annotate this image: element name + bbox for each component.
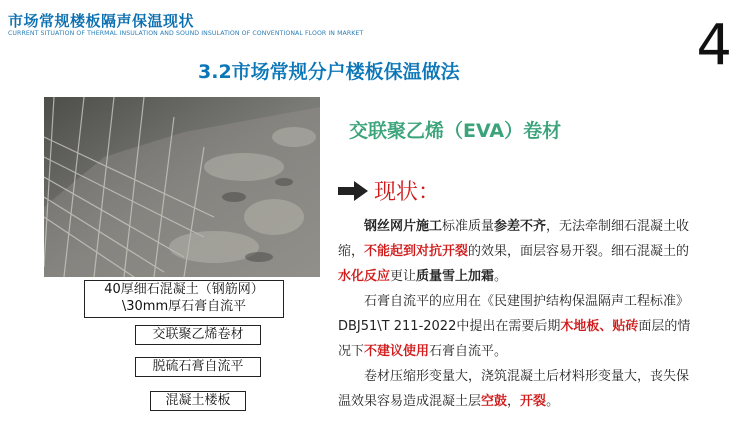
text: 更让 — [390, 269, 417, 284]
text: 。 — [494, 269, 508, 284]
layer-label-concrete-top — [84, 280, 284, 318]
text: 的效果，面层容易开裂。细石混凝土的 — [468, 244, 690, 259]
layer-label-line: \30mm厚石膏自流平 — [121, 299, 247, 314]
page-number: 4 — [696, 13, 732, 78]
text-highlight: 水化反应 — [338, 269, 391, 284]
status-heading — [338, 175, 440, 206]
text-highlight: 空鼓 — [481, 394, 508, 409]
layer-label-line: 脱硫石膏自流平 — [152, 359, 244, 374]
material-title: 交联聚乙烯（EVA）卷材 — [349, 120, 562, 142]
concrete-mesh-image — [44, 97, 320, 277]
text: 。 — [546, 394, 560, 409]
text-highlight: 木地板、贴砖 — [560, 319, 639, 334]
layer-label-gypsum — [135, 357, 261, 377]
status-label: 现状： — [374, 180, 441, 205]
layer-label-line: 40厚细石混凝土（钢筋网） — [104, 282, 264, 297]
text: 石膏自流平的应用在《民建围护结构保温隔声工程标准》DBJ51\T 211-2022中提出在需要后期 — [338, 294, 690, 334]
section-title: 3.2市场常规分户楼板保温做法 — [198, 61, 460, 83]
paragraph-gypsum — [338, 289, 698, 364]
text: ， — [507, 394, 521, 409]
text-bold: 质量雪上加霜 — [416, 269, 495, 284]
text-highlight: 不能起到对抗开裂 — [364, 244, 469, 259]
text-bold: 参差不齐 — [494, 219, 547, 234]
text: 标准质量 — [442, 219, 495, 234]
status-body — [338, 214, 698, 414]
text: 面层的情况下 — [338, 319, 691, 359]
layer-label-line: 混凝土楼板 — [165, 393, 231, 408]
header-title: 市场常规楼板隔声保温现状 — [8, 12, 195, 30]
layer-label-slab — [150, 391, 246, 411]
header-subtitle: CURRENT SITUATION OF THERMAL INSULATION AND SOUND INSULATION OF CONVENTIONAL FLOOR IN MARKET — [8, 30, 364, 37]
construction-photo — [44, 97, 320, 277]
text-highlight: 不建议使用 — [364, 344, 430, 359]
layer-label-eva — [135, 325, 261, 345]
paragraph-mesh — [338, 214, 698, 289]
text-bold: 钢丝网片施工 — [364, 219, 443, 234]
text-highlight: 开裂 — [520, 394, 547, 409]
text: ，无法牵制细石混凝土收缩， — [338, 219, 690, 259]
text: 卷材压缩形变量大，浇筑混凝土后材料形变量大，丧失保温效果容易造成混凝土层 — [338, 369, 690, 409]
layer-label-line: 交联聚乙烯卷材 — [152, 327, 244, 342]
text: 石膏自流平。 — [429, 344, 508, 359]
paragraph-membrane — [338, 364, 698, 414]
arrow-right-icon — [338, 181, 368, 201]
